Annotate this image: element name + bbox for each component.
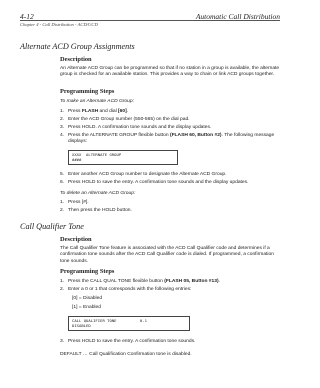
step-text: Enter another ACD Group number to designate the Alternate ACD Group. bbox=[68, 172, 227, 177]
alt-make-label: To make an Alternate ACD Group: bbox=[60, 99, 134, 104]
cq-desc-text: The Call Qualifier Tone feature is associated with the ACD Call Qualifier code and determines if a confirmation tone sounds after the ACD Call Qualifier code is dialed. If programmed, a confirmation tone sounds. bbox=[60, 246, 274, 264]
lcd-line-1: XXXX ALTERNATE GROUP bbox=[72, 152, 122, 157]
step-number: 4. bbox=[60, 133, 65, 138]
alt-desc-title: Description bbox=[60, 56, 92, 63]
alt-step-5 bbox=[60, 172, 282, 178]
step-text: . bbox=[218, 279, 220, 284]
alt-delete-step-1 bbox=[60, 200, 282, 206]
alt-step-3 bbox=[60, 125, 282, 131]
step-text: Press HOLD. A confirmation tone sounds and the display updates. bbox=[68, 125, 212, 130]
page-header-number: 4-12 bbox=[20, 12, 34, 21]
step-bold: [60] bbox=[118, 109, 127, 114]
cq-steps-title: Programming Steps bbox=[60, 268, 115, 275]
cq-heading: Call Qualifier Tone bbox=[20, 222, 84, 231]
cq-step-3 bbox=[60, 339, 282, 345]
cq-desc-title: Description bbox=[60, 236, 92, 243]
alt-desc-text: An Alternate ACD Group can be programmed so that if no station in a group is available, the alternate group is checked for an available station. This provides a way to chain or link ACD groups together. bbox=[60, 66, 280, 78]
step-number: 3. bbox=[60, 125, 65, 130]
cq-default-text: DEFAULT … Call Qualification Confirmation tone is disabled. bbox=[60, 352, 192, 357]
lcd-line-2: #### bbox=[72, 157, 82, 163]
header-rule bbox=[20, 20, 280, 21]
step-bold: (FLASH 05, Button #13) bbox=[164, 279, 219, 284]
step-text: . The following message displays: bbox=[68, 133, 275, 145]
alt-step-1 bbox=[60, 109, 282, 115]
step-text: Press bbox=[68, 109, 82, 114]
step-text: Enter a 0 or 1 that corresponds with the following entries: bbox=[68, 287, 192, 292]
step-text: and dial bbox=[98, 109, 119, 114]
step-text: Press the CALL QUAL TONE flexible button bbox=[68, 279, 165, 284]
step-number: 1. bbox=[60, 200, 65, 205]
cq-lcd-display bbox=[68, 316, 190, 331]
cq-option-1: [1] = Enabled bbox=[72, 305, 101, 310]
page-header-title: Automatic Call Distribution bbox=[195, 12, 280, 21]
chapter-label: Chapter 4 - Call Distribution - ACD/UCD bbox=[20, 22, 98, 27]
step-text: Press HOLD to save the entry. A confirmation tone sounds. bbox=[68, 339, 196, 344]
step-text: Enter the ACD Group number (550-565) on the dial pad. bbox=[68, 117, 190, 122]
step-text: . bbox=[126, 109, 129, 114]
step-bold: (FLASH 60, Button #2) bbox=[169, 133, 222, 138]
alt-steps-title: Programming Steps bbox=[60, 88, 115, 95]
step-number: 1. bbox=[60, 109, 65, 114]
alt-step-2 bbox=[60, 117, 282, 123]
step-number: 2. bbox=[60, 287, 65, 292]
step-text: Press [#]. bbox=[68, 200, 89, 205]
alt-step-6 bbox=[60, 180, 282, 186]
step-text: Then press the HOLD button. bbox=[68, 208, 132, 213]
step-bold: FLASH bbox=[81, 109, 99, 114]
cq-step-2 bbox=[60, 287, 282, 293]
step-number: 2. bbox=[60, 117, 65, 122]
alt-delete-label: To delete an Alternate ACD Group: bbox=[60, 191, 136, 196]
step-text: Press the ALTERNATE GROUP flexible button bbox=[68, 133, 170, 138]
step-number: 5. bbox=[60, 172, 65, 177]
cq-option-0: [0] = Disabled bbox=[72, 296, 103, 301]
alt-heading: Alternate ACD Group Assignments bbox=[20, 42, 135, 51]
lcd-line-1: CALL QUALIFIER TONE 0-1 bbox=[72, 318, 147, 323]
alt-step-4 bbox=[60, 133, 282, 146]
step-number: 2. bbox=[60, 208, 65, 213]
alt-lcd-display bbox=[68, 150, 178, 165]
step-number: 6. bbox=[60, 180, 65, 185]
cq-step-1 bbox=[60, 279, 282, 285]
step-text: Press HOLD to save the entry. A confirmation tone sounds and the display updates. bbox=[68, 180, 249, 185]
step-number: 1. bbox=[60, 279, 65, 284]
alt-delete-step-2 bbox=[60, 208, 282, 214]
lcd-line-2: DISABLED bbox=[72, 323, 91, 329]
step-number: 3. bbox=[60, 339, 65, 344]
